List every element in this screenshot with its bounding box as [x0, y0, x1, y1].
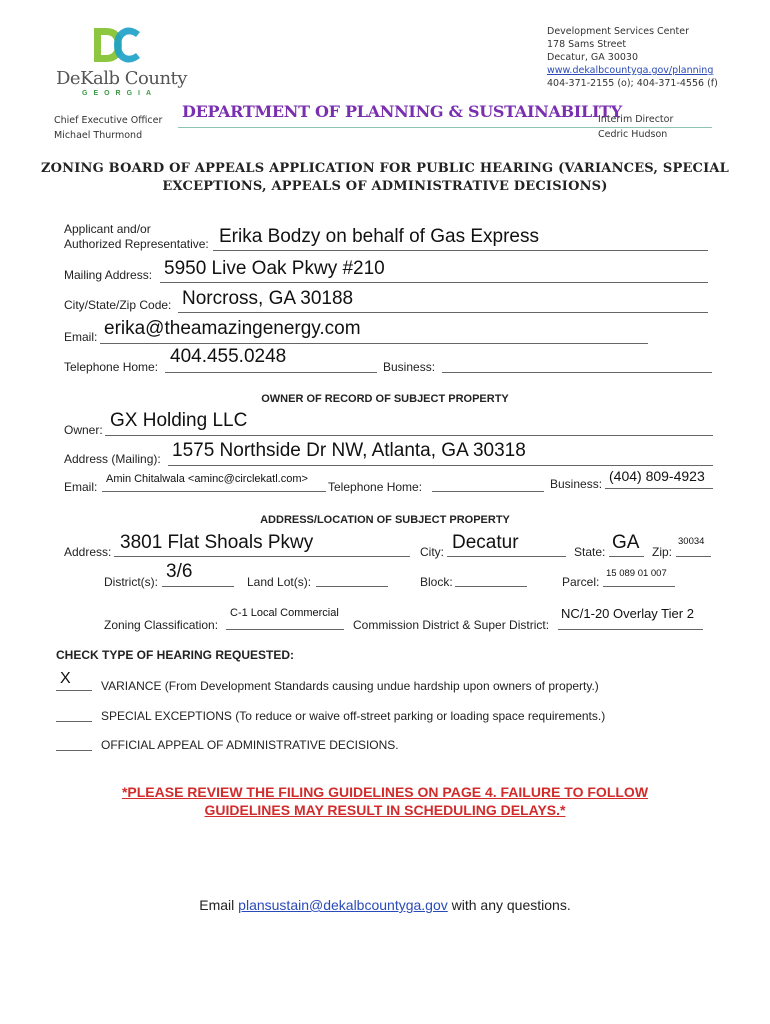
applicant-name-field[interactable]: Erika Bodzy on behalf of Gas Express [219, 226, 539, 247]
owner-business-line [605, 488, 713, 489]
zip-field[interactable]: 30034 [678, 536, 705, 547]
mailing-address-field[interactable]: 5950 Live Oak Pkwy #210 [164, 258, 385, 279]
applicant-business-label: Business: [383, 360, 436, 374]
zip-label: Zip: [652, 545, 673, 559]
department-title: DEPARTMENT OF PLANNING & SUSTAINABILITY [182, 102, 622, 121]
contact-line-1: Development Services Center [547, 26, 690, 37]
ceo-block [54, 113, 162, 143]
owner-business-field[interactable]: (404) 809-4923 [609, 468, 705, 484]
form-title [40, 160, 730, 196]
commission-district-label: Commission District & Super District: [353, 618, 550, 632]
hearing-type-heading: CHECK TYPE OF HEARING REQUESTED: [56, 648, 295, 662]
special-exceptions-checkbox[interactable] [56, 721, 92, 722]
applicant-phone-field[interactable]: 404.455.0248 [170, 346, 287, 367]
applicant-label: Applicant and/or Authorized Representative: [64, 222, 209, 251]
owner-address-label: Address (Mailing): [64, 452, 161, 466]
applicant-email-field[interactable]: erika@theamazingenergy.com [104, 318, 361, 339]
contact-block [547, 25, 718, 90]
form-title-line-1: ZONING BOARD OF APPEALS APPLICATION FOR PUBLIC HEARING (VARIANCES, SPECIAL [40, 161, 730, 176]
property-address-label: Address: [64, 545, 112, 559]
dc-logo-mark-icon [92, 24, 142, 66]
commission-district-field[interactable]: NC/1-20 Overlay Tier 2 [561, 606, 694, 621]
plansustain-email-link[interactable]: plansustain@dekalbcountyga.gov [238, 897, 448, 913]
director-name: Cedric Hudson [598, 129, 668, 140]
contact-footer [0, 897, 770, 913]
land-lot-label: Land Lot(s): [247, 575, 312, 589]
zoning-label: Zoning Classification: [104, 618, 219, 632]
city-state-zip-field[interactable]: Norcross, GA 30188 [182, 288, 354, 309]
director-title: Interim Director [598, 114, 674, 125]
applicant-name-line [213, 250, 708, 251]
owner-phone-label: Telephone Home: [328, 480, 423, 494]
city-line [447, 556, 566, 557]
parcel-field[interactable]: 15 089 01 007 [606, 568, 667, 579]
parcel-line [603, 586, 675, 587]
footer-prefix: Email [199, 897, 235, 913]
owner-email-field[interactable]: Amin Chitalwala <aminc@circlekatl.com> [106, 473, 308, 485]
city-field[interactable]: Decatur [452, 532, 519, 553]
state-field[interactable]: GA [612, 532, 640, 553]
zoning-line [226, 629, 344, 630]
form-title-line-2: EXCEPTIONS, APPEALS OF ADMINISTRATIVE DECISIONS) [162, 179, 608, 194]
state-line [609, 556, 644, 557]
applicant-phone-label: Telephone Home: [64, 360, 159, 374]
owner-phone-field[interactable] [432, 491, 544, 492]
block-field[interactable] [455, 586, 527, 587]
property-section-heading: ADDRESS/LOCATION OF SUBJECT PROPERTY [260, 514, 510, 526]
owner-section-heading: OWNER OF RECORD OF SUBJECT PROPERTY [261, 393, 509, 405]
mailing-address-line [160, 282, 708, 283]
owner-email-label: Email: [64, 480, 98, 494]
zoning-field[interactable]: C-1 Local Commercial [230, 607, 339, 619]
district-label: District(s): [104, 575, 158, 589]
block-label: Block: [420, 575, 453, 589]
logo-state-name: GEORGIA [82, 90, 158, 97]
owner-label: Owner: [64, 423, 103, 437]
mailing-address-label: Mailing Address: [64, 268, 153, 282]
contact-line-3: Decatur, GA 30030 [547, 52, 638, 63]
applicant-business-field[interactable] [442, 372, 712, 373]
city-state-zip-label: City/State/Zip Code: [64, 298, 172, 312]
filing-guidelines-warning: *PLEASE REVIEW THE FILING GUIDELINES ON PAGE 4. FAILURE TO FOLLOW GUIDELINES MAY RESULT IN SCHEDULING DELAYS.* [121, 784, 649, 818]
applicant-phone-line [165, 372, 377, 373]
contact-phones: 404-371-2155 (o); 404-371-4556 (f) [547, 78, 718, 89]
logo-county-name: DeKalb County [56, 68, 187, 89]
ceo-name: Michael Thurmond [54, 130, 143, 141]
city-label: City: [420, 545, 444, 559]
administrative-appeal-option-label: OFFICIAL APPEAL OF ADMINISTRATIVE DECISIONS. [101, 738, 399, 752]
owner-address-line [168, 465, 713, 466]
district-line [162, 586, 234, 587]
owner-email-line [102, 491, 326, 492]
applicant-email-line [100, 343, 648, 344]
land-lot-field[interactable] [316, 586, 388, 587]
property-address-field[interactable]: 3801 Flat Shoals Pkwy [120, 532, 314, 553]
owner-address-field[interactable]: 1575 Northside Dr NW, Atlanta, GA 30318 [172, 440, 526, 461]
variance-check-line [56, 690, 92, 691]
dekalb-county-logo [52, 22, 187, 104]
commission-district-line [558, 629, 703, 630]
variance-checkbox[interactable]: X [60, 670, 71, 687]
ceo-title: Chief Executive Officer [54, 115, 163, 126]
owner-field[interactable]: GX Holding LLC [110, 410, 248, 431]
applicant-email-label: Email: [64, 330, 98, 344]
zip-line [676, 556, 711, 557]
special-exceptions-option-label: SPECIAL EXCEPTIONS (To reduce or waive off-street parking or loading space requirements.) [101, 709, 606, 723]
administrative-appeal-checkbox[interactable] [56, 750, 92, 751]
property-address-line [114, 556, 410, 557]
contact-line-2: 178 Sams Street [547, 39, 627, 50]
owner-line [105, 435, 713, 436]
planning-website-link[interactable]: www.dekalbcountyga.gov/planning [547, 65, 714, 76]
state-label: State: [574, 545, 606, 559]
director-block [598, 112, 673, 142]
city-state-zip-line [178, 312, 708, 313]
footer-suffix: with any questions. [451, 897, 571, 913]
variance-option-label: VARIANCE (From Development Standards causing undue hardship upon owners of property.) [101, 679, 599, 693]
parcel-label: Parcel: [562, 575, 600, 589]
district-field[interactable]: 3/6 [166, 561, 193, 582]
owner-business-label: Business: [550, 477, 603, 491]
